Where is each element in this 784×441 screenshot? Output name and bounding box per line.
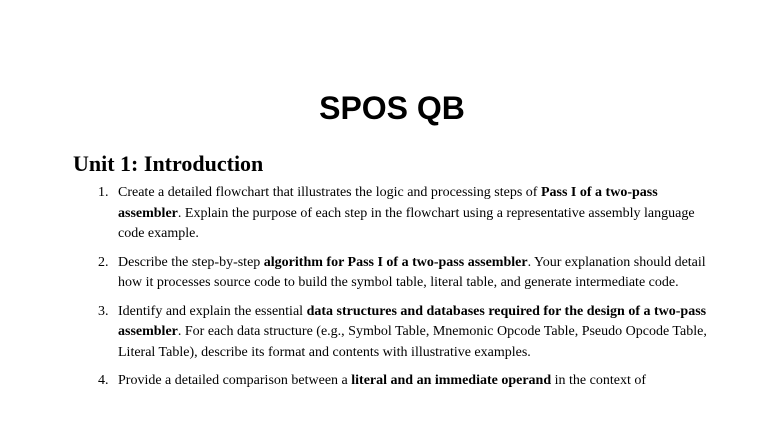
question-text-segment: in the context of xyxy=(551,373,647,388)
question-text xyxy=(118,185,695,241)
question-text-segment: . Explain the purpose of each step in the flowchart using a representative assembly language code example. xyxy=(118,205,695,241)
unit-heading: Unit 1: Introduction xyxy=(73,151,264,176)
question-number: 1. xyxy=(98,185,109,200)
question-text-bold: Pass I of a two-pass assembler xyxy=(118,185,658,221)
question-item xyxy=(0,183,716,245)
question-text xyxy=(118,255,706,291)
question-text xyxy=(118,373,646,388)
question-text-bold: data structures and databases required for the design of a two-pass assembler xyxy=(118,303,707,339)
question-item xyxy=(0,253,716,294)
question-text-bold: literal and an immediate operand xyxy=(351,373,552,388)
question-text xyxy=(118,304,707,360)
question-text-segment: Provide a detailed comparison between a xyxy=(118,373,352,388)
question-number: 3. xyxy=(98,303,109,319)
question-text-segment: Identify and explain the essential xyxy=(118,303,307,319)
question-number: 4. xyxy=(98,373,109,388)
question-text-bold: algorithm for Pass I of a two-pass assembler xyxy=(263,254,528,270)
question-text-segment: . Your explanation should detail how it processes source code to build the symbol table, literal table, and generate intermediate code. xyxy=(118,254,706,290)
question-text-segment: . For each data structure (e.g., Symbol Table, Mnemonic Opcode Table, Pseudo Opcode Table, Literal Table), describe its format and contents with illustrative examples. xyxy=(118,324,707,360)
document-title: SPOS QB xyxy=(319,90,465,126)
question-text-segment: Create a detailed flowchart that illustrates the logic and processing steps of xyxy=(118,185,541,200)
question-number: 2. xyxy=(98,254,109,270)
question-item xyxy=(0,302,716,364)
question-list xyxy=(0,183,784,400)
question-text-segment: Describe the step-by-step xyxy=(118,254,264,270)
question-item xyxy=(0,371,716,392)
